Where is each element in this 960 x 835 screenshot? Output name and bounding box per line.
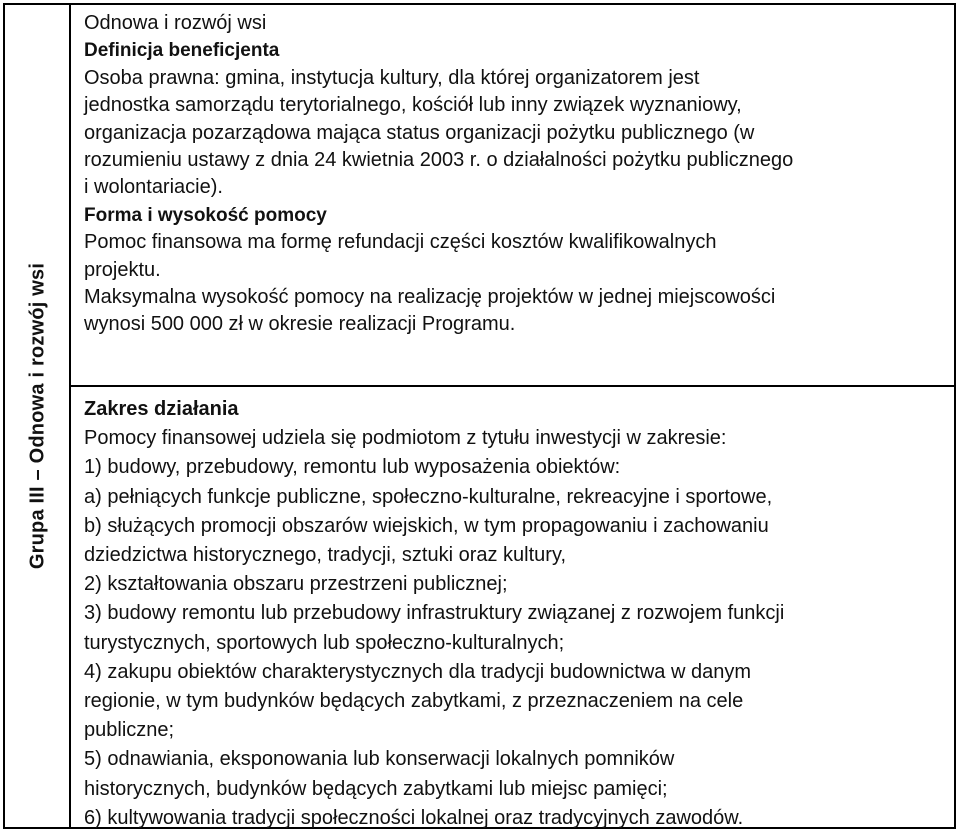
scope-line: Pomocy finansowej udziela się podmiotom z tytułu inwestycji w zakresie:	[84, 427, 727, 450]
scope-line: turystycznych, sportowych lub społeczno-kulturalnych;	[84, 631, 565, 654]
scope-heading: Zakres działania	[84, 398, 239, 420]
support-line: Pomoc finansowa ma formę refundacji części kosztów kwalifikowalnych	[84, 231, 717, 254]
support-line: wynosi 500 000 zł w okresie realizacji Programu.	[84, 313, 516, 336]
scope-line: 1) budowy, przebudowy, remontu lub wyposażenia obiektów:	[84, 456, 621, 479]
scope-line: 2) kształtowania obszaru przestrzeni publicznej;	[84, 573, 508, 596]
scope-line: 6) kultywowania tradycji społeczności lokalnej oraz tradycyjnych zawodów.	[84, 806, 744, 829]
beneficiary-line: rozumieniu ustawy z dnia 24 kwietnia 2003 r. o działalności pożytku publicznego	[84, 149, 794, 172]
scope-line: 4) zakupu obiektów charakterystycznych dla tradycji budownictwa w danym	[84, 660, 751, 683]
scope-line: 5) odnawiania, eksponowania lub konserwacji lokalnych pomników	[84, 748, 675, 771]
scope-line: publiczne;	[84, 719, 175, 742]
section-title: Odnowa i rozwój wsi	[84, 12, 267, 34]
scope-line: 3) budowy remontu lub przebudowy infrastruktury związanej z rozwojem funkcji	[84, 602, 785, 625]
content-column	[71, 5, 954, 827]
scope-line: historycznych, budynków będących zabytkami lub miejsc pamięci;	[84, 777, 668, 800]
beneficiary-line: i wolontariacie).	[84, 176, 223, 199]
scope-line: regionie, w tym budynków będących zabytkami, z przeznaczeniem na cele	[84, 690, 744, 713]
beneficiary-line: Osoba prawna: gmina, instytucja kultury, dla której organizatorem jest	[84, 66, 700, 89]
beneficiary-and-support-cell	[71, 5, 954, 387]
scope-line: dziedzictwa historycznego, tradycji, sztuki oraz kultury,	[84, 544, 567, 567]
scope-line: a) pełniących funkcje publiczne, społeczno-kulturalne, rekreacyjne i sportowe,	[84, 485, 773, 508]
beneficiary-heading: Definicja beneficjenta	[84, 40, 280, 62]
scope-cell	[71, 387, 954, 827]
document-table	[3, 3, 956, 829]
beneficiary-line: jednostka samorządu terytorialnego, kościół lub inny związek wyznaniowy,	[84, 94, 742, 117]
support-line: Maksymalna wysokość pomocy na realizację projektów w jednej miejscowości	[84, 286, 776, 309]
group-label-column	[5, 5, 71, 827]
scope-line: b) służących promocji obszarów wiejskich, w tym propagowaniu i zachowaniu	[84, 514, 769, 537]
group-label: Grupa III – Odnowa i rozwój wsi	[26, 262, 49, 570]
beneficiary-line: organizacja pozarządowa mająca status organizacji pożytku publicznego (w	[84, 121, 755, 144]
support-heading: Forma i wysokość pomocy	[84, 204, 327, 226]
support-line: projektu.	[84, 258, 161, 281]
